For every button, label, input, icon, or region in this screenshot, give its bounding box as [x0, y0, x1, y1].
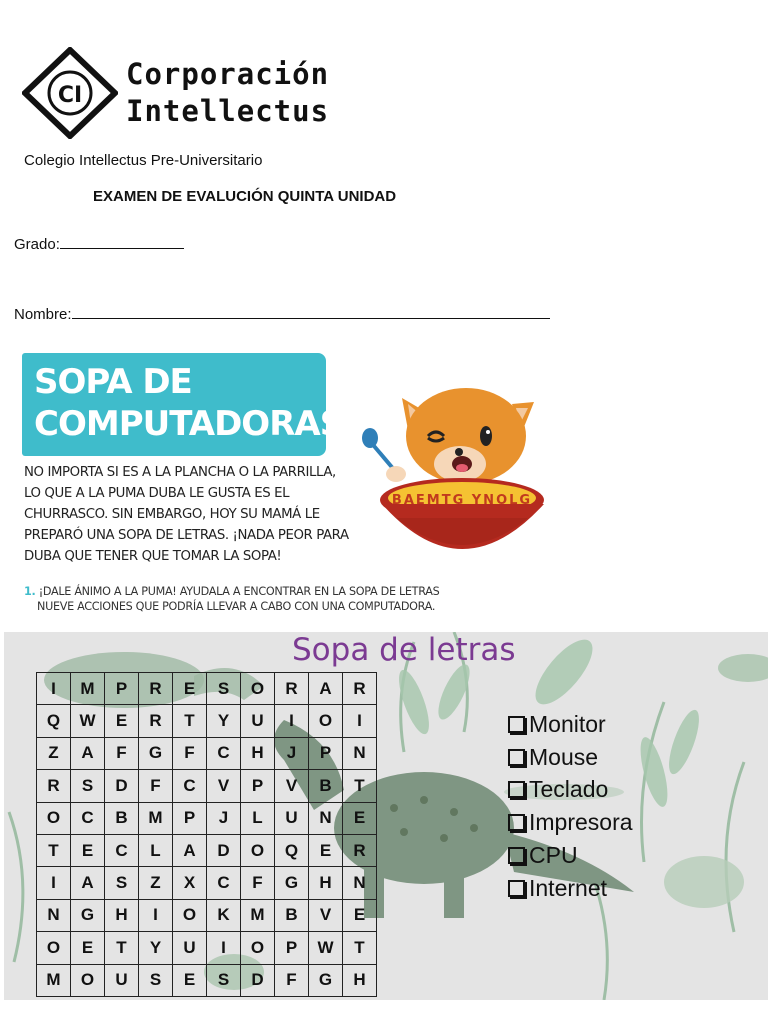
- grid-cell[interactable]: G: [275, 867, 309, 899]
- word-search-panel: [4, 632, 768, 1000]
- org-name-line1: Corporación: [126, 57, 330, 91]
- grid-cell[interactable]: G: [309, 964, 343, 996]
- word-item[interactable]: [508, 741, 633, 774]
- grid-cell[interactable]: T: [173, 705, 207, 737]
- grid-cell[interactable]: F: [139, 770, 173, 802]
- word-label: Mouse: [529, 743, 599, 770]
- grid-cell[interactable]: H: [241, 737, 275, 769]
- word-item[interactable]: [508, 806, 633, 839]
- grid-cell[interactable]: C: [173, 770, 207, 802]
- grid-row: [37, 932, 377, 964]
- grid-cell[interactable]: I: [37, 867, 71, 899]
- word-label: Impresora: [529, 809, 633, 836]
- grid-row: [37, 737, 377, 769]
- grid-cell[interactable]: F: [241, 867, 275, 899]
- grid-cell[interactable]: I: [275, 705, 309, 737]
- grid-row: [37, 834, 377, 866]
- grid-cell[interactable]: T: [343, 770, 377, 802]
- grid-cell[interactable]: R: [343, 834, 377, 866]
- task-number: 1.: [24, 585, 36, 598]
- checkbox-icon[interactable]: [508, 716, 525, 733]
- grid-cell[interactable]: B: [275, 899, 309, 931]
- grid-cell[interactable]: O: [241, 932, 275, 964]
- checkbox-icon[interactable]: [508, 814, 525, 831]
- banner-line1: SOPA DE: [34, 362, 192, 402]
- story-line: PREPARÓ UNA SOPA DE LETRAS. ¡NADA PEOR PARA: [24, 528, 349, 543]
- exam-title: EXAMEN DE EVALUCIÓN QUINTA UNIDAD: [93, 188, 397, 205]
- grid-cell[interactable]: A: [71, 867, 105, 899]
- soup-letters: BAEMTG YNOLG: [391, 493, 533, 508]
- checkbox-icon[interactable]: [508, 847, 525, 864]
- grid-row: [37, 705, 377, 737]
- grid-cell[interactable]: Z: [37, 737, 71, 769]
- grid-cell[interactable]: Z: [139, 867, 173, 899]
- grid-cell[interactable]: A: [173, 834, 207, 866]
- grid-cell[interactable]: O: [173, 899, 207, 931]
- story-line: DUBA QUE TENER QUE TOMAR LA SOPA!: [24, 549, 282, 564]
- grid-cell[interactable]: H: [105, 899, 139, 931]
- grid-cell[interactable]: O: [241, 673, 275, 705]
- word-item[interactable]: [508, 773, 633, 806]
- org-name-line2: Intellectus: [126, 94, 330, 128]
- grid-cell[interactable]: V: [207, 770, 241, 802]
- grid-cell[interactable]: C: [207, 737, 241, 769]
- grid-cell[interactable]: F: [275, 964, 309, 996]
- word-item[interactable]: [508, 872, 633, 905]
- grid-cell[interactable]: J: [207, 802, 241, 834]
- grid-cell[interactable]: G: [71, 899, 105, 931]
- grid-row: [37, 673, 377, 705]
- grid-cell[interactable]: B: [105, 802, 139, 834]
- grid-row: [37, 867, 377, 899]
- letter-grid: [36, 672, 377, 997]
- grid-cell[interactable]: N: [343, 867, 377, 899]
- grid-cell[interactable]: L: [241, 802, 275, 834]
- story-line: NO IMPORTA SI ES A LA PLANCHA O LA PARRILLA,: [24, 465, 336, 480]
- grid-cell[interactable]: P: [105, 673, 139, 705]
- grid-cell[interactable]: D: [207, 834, 241, 866]
- grid-cell[interactable]: P: [275, 932, 309, 964]
- grid-cell[interactable]: U: [173, 932, 207, 964]
- grid-cell[interactable]: O: [309, 705, 343, 737]
- story-line: CHURRASCO. SIN EMBARGO, HOY SU MAMÁ LE: [24, 507, 320, 522]
- nombre-label: Nombre:: [14, 306, 72, 323]
- word-item[interactable]: [508, 839, 633, 872]
- grid-cell[interactable]: I: [37, 673, 71, 705]
- grid-cell[interactable]: A: [71, 737, 105, 769]
- grid-cell[interactable]: H: [343, 964, 377, 996]
- grid-cell[interactable]: E: [343, 899, 377, 931]
- grid-cell[interactable]: O: [37, 932, 71, 964]
- puma-with-soup-illustration: [356, 368, 556, 568]
- logo-initials: CI: [57, 83, 83, 108]
- grid-cell[interactable]: N: [343, 737, 377, 769]
- grid-cell[interactable]: V: [275, 770, 309, 802]
- word-label: CPU: [529, 841, 578, 868]
- grid-cell[interactable]: A: [309, 673, 343, 705]
- grid-cell[interactable]: Q: [37, 705, 71, 737]
- grid-cell[interactable]: T: [105, 932, 139, 964]
- grid-cell[interactable]: D: [241, 964, 275, 996]
- word-list: [508, 708, 633, 904]
- grid-cell[interactable]: J: [275, 737, 309, 769]
- word-item[interactable]: [508, 708, 633, 741]
- grid-cell[interactable]: O: [241, 834, 275, 866]
- grid-row: [37, 964, 377, 996]
- grid-cell[interactable]: E: [173, 964, 207, 996]
- grid-cell[interactable]: U: [241, 705, 275, 737]
- grid-cell[interactable]: C: [105, 834, 139, 866]
- grado-field[interactable]: [14, 236, 184, 253]
- grid-cell[interactable]: X: [173, 867, 207, 899]
- checkbox-icon[interactable]: [508, 781, 525, 798]
- word-label: Internet: [529, 874, 607, 901]
- grid-cell[interactable]: R: [37, 770, 71, 802]
- grid-cell[interactable]: E: [105, 705, 139, 737]
- grid-cell[interactable]: M: [37, 964, 71, 996]
- activity-banner: [22, 353, 344, 456]
- grado-blank-line[interactable]: [60, 237, 184, 249]
- grid-cell[interactable]: S: [71, 770, 105, 802]
- grid-cell[interactable]: N: [37, 899, 71, 931]
- organization-name: [126, 56, 329, 130]
- grid-cell[interactable]: R: [139, 705, 173, 737]
- grid-cell[interactable]: W: [71, 705, 105, 737]
- grid-cell[interactable]: I: [343, 705, 377, 737]
- grid-cell[interactable]: D: [105, 770, 139, 802]
- word-label: Teclado: [529, 776, 609, 803]
- word-label: Monitor: [529, 711, 606, 737]
- school-name: Colegio Intellectus Pre-Universitario: [24, 152, 263, 169]
- grid-row: [37, 770, 377, 802]
- grid-cell[interactable]: C: [71, 802, 105, 834]
- grid-cell[interactable]: W: [309, 932, 343, 964]
- grid-row: [37, 899, 377, 931]
- grid-cell[interactable]: P: [309, 737, 343, 769]
- grid-cell[interactable]: R: [275, 673, 309, 705]
- grid-cell[interactable]: T: [37, 834, 71, 866]
- grid-row: [37, 802, 377, 834]
- grid-cell[interactable]: I: [207, 932, 241, 964]
- grid-cell[interactable]: R: [343, 673, 377, 705]
- nombre-blank-line[interactable]: [72, 307, 550, 319]
- grid-cell[interactable]: G: [139, 737, 173, 769]
- grid-cell[interactable]: Q: [275, 834, 309, 866]
- task-line1: ¡DALE ÁNIMO A LA PUMA! AYUDALA A ENCONTRAR EN LA SOPA DE LETRAS: [38, 585, 440, 598]
- grid-cell[interactable]: S: [139, 964, 173, 996]
- task-instruction: [24, 584, 439, 614]
- grid-cell[interactable]: L: [139, 834, 173, 866]
- puzzle-title: Sopa de letras: [292, 632, 516, 668]
- grado-label: Grado:: [14, 236, 60, 253]
- grid-cell[interactable]: S: [207, 673, 241, 705]
- task-line2: NUEVE ACCIONES QUE PODRÍA LLEVAR A CABO CON UNA COMPUTADORA.: [37, 600, 436, 613]
- grid-cell[interactable]: E: [71, 932, 105, 964]
- checkbox-icon[interactable]: [508, 749, 525, 766]
- story-line: LO QUE A LA PUMA DUBA LE GUSTA ES EL: [24, 486, 290, 501]
- grid-cell[interactable]: U: [275, 802, 309, 834]
- banner-line2: COMPUTADORAS: [34, 404, 344, 444]
- grid-cell[interactable]: Y: [207, 705, 241, 737]
- grid-cell[interactable]: E: [71, 834, 105, 866]
- grid-cell[interactable]: O: [71, 964, 105, 996]
- grid-cell[interactable]: U: [105, 964, 139, 996]
- grid-cell[interactable]: F: [173, 737, 207, 769]
- grid-cell[interactable]: K: [207, 899, 241, 931]
- grid-cell[interactable]: F: [105, 737, 139, 769]
- grid-cell[interactable]: E: [343, 802, 377, 834]
- grid-cell[interactable]: V: [309, 899, 343, 931]
- grid-cell[interactable]: Y: [139, 932, 173, 964]
- nombre-field[interactable]: [14, 306, 550, 323]
- grid-cell[interactable]: S: [207, 964, 241, 996]
- grid-cell[interactable]: E: [309, 834, 343, 866]
- grid-cell[interactable]: H: [309, 867, 343, 899]
- grid-cell[interactable]: C: [207, 867, 241, 899]
- grid-cell[interactable]: E: [173, 673, 207, 705]
- grid-cell[interactable]: B: [309, 770, 343, 802]
- grid-cell[interactable]: T: [343, 932, 377, 964]
- grid-cell[interactable]: P: [241, 770, 275, 802]
- grid-cell[interactable]: M: [139, 802, 173, 834]
- checkbox-icon[interactable]: [508, 880, 525, 897]
- grid-cell[interactable]: M: [241, 899, 275, 931]
- grid-cell[interactable]: R: [139, 673, 173, 705]
- story-paragraph: [24, 462, 364, 567]
- grid-cell[interactable]: I: [139, 899, 173, 931]
- corporacion-intellectus-logo: [22, 47, 118, 139]
- grid-cell[interactable]: O: [37, 802, 71, 834]
- grid-cell[interactable]: S: [105, 867, 139, 899]
- grid-cell[interactable]: N: [309, 802, 343, 834]
- grid-cell[interactable]: M: [71, 673, 105, 705]
- grid-cell[interactable]: P: [173, 802, 207, 834]
